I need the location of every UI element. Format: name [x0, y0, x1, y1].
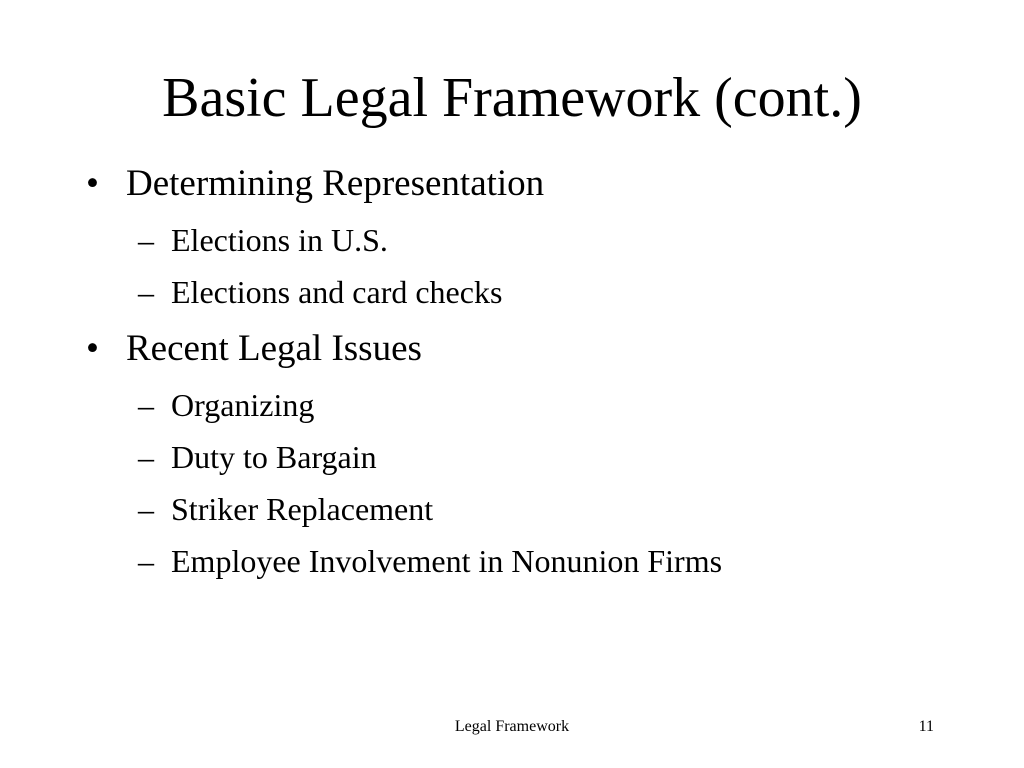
- sub-bullet-text: Elections in U.S.: [171, 222, 388, 258]
- dash-marker: –: [138, 439, 154, 475]
- dash-marker: –: [138, 222, 154, 258]
- bullet-heading: Recent Legal Issues: [126, 328, 422, 369]
- sub-bullet-text: Employee Involvement in Nonunion Firms: [171, 543, 723, 579]
- slide-title: Basic Legal Framework (cont.): [162, 67, 862, 129]
- page-number: 11: [918, 718, 934, 735]
- sub-bullet-text: Striker Replacement: [171, 491, 434, 527]
- dash-marker: –: [138, 491, 154, 527]
- bullet-marker: •: [86, 163, 99, 204]
- sub-bullet-text: Elections and card checks: [171, 274, 503, 310]
- dash-marker: –: [138, 387, 154, 423]
- bullet-marker: •: [86, 328, 99, 369]
- sub-bullet-text: Duty to Bargain: [171, 439, 377, 475]
- bullet-heading: Determining Representation: [126, 163, 545, 204]
- dash-marker: –: [138, 274, 154, 310]
- dash-marker: –: [138, 543, 154, 579]
- footer-title: Legal Framework: [454, 718, 570, 735]
- sub-bullet-text: Organizing: [171, 387, 315, 423]
